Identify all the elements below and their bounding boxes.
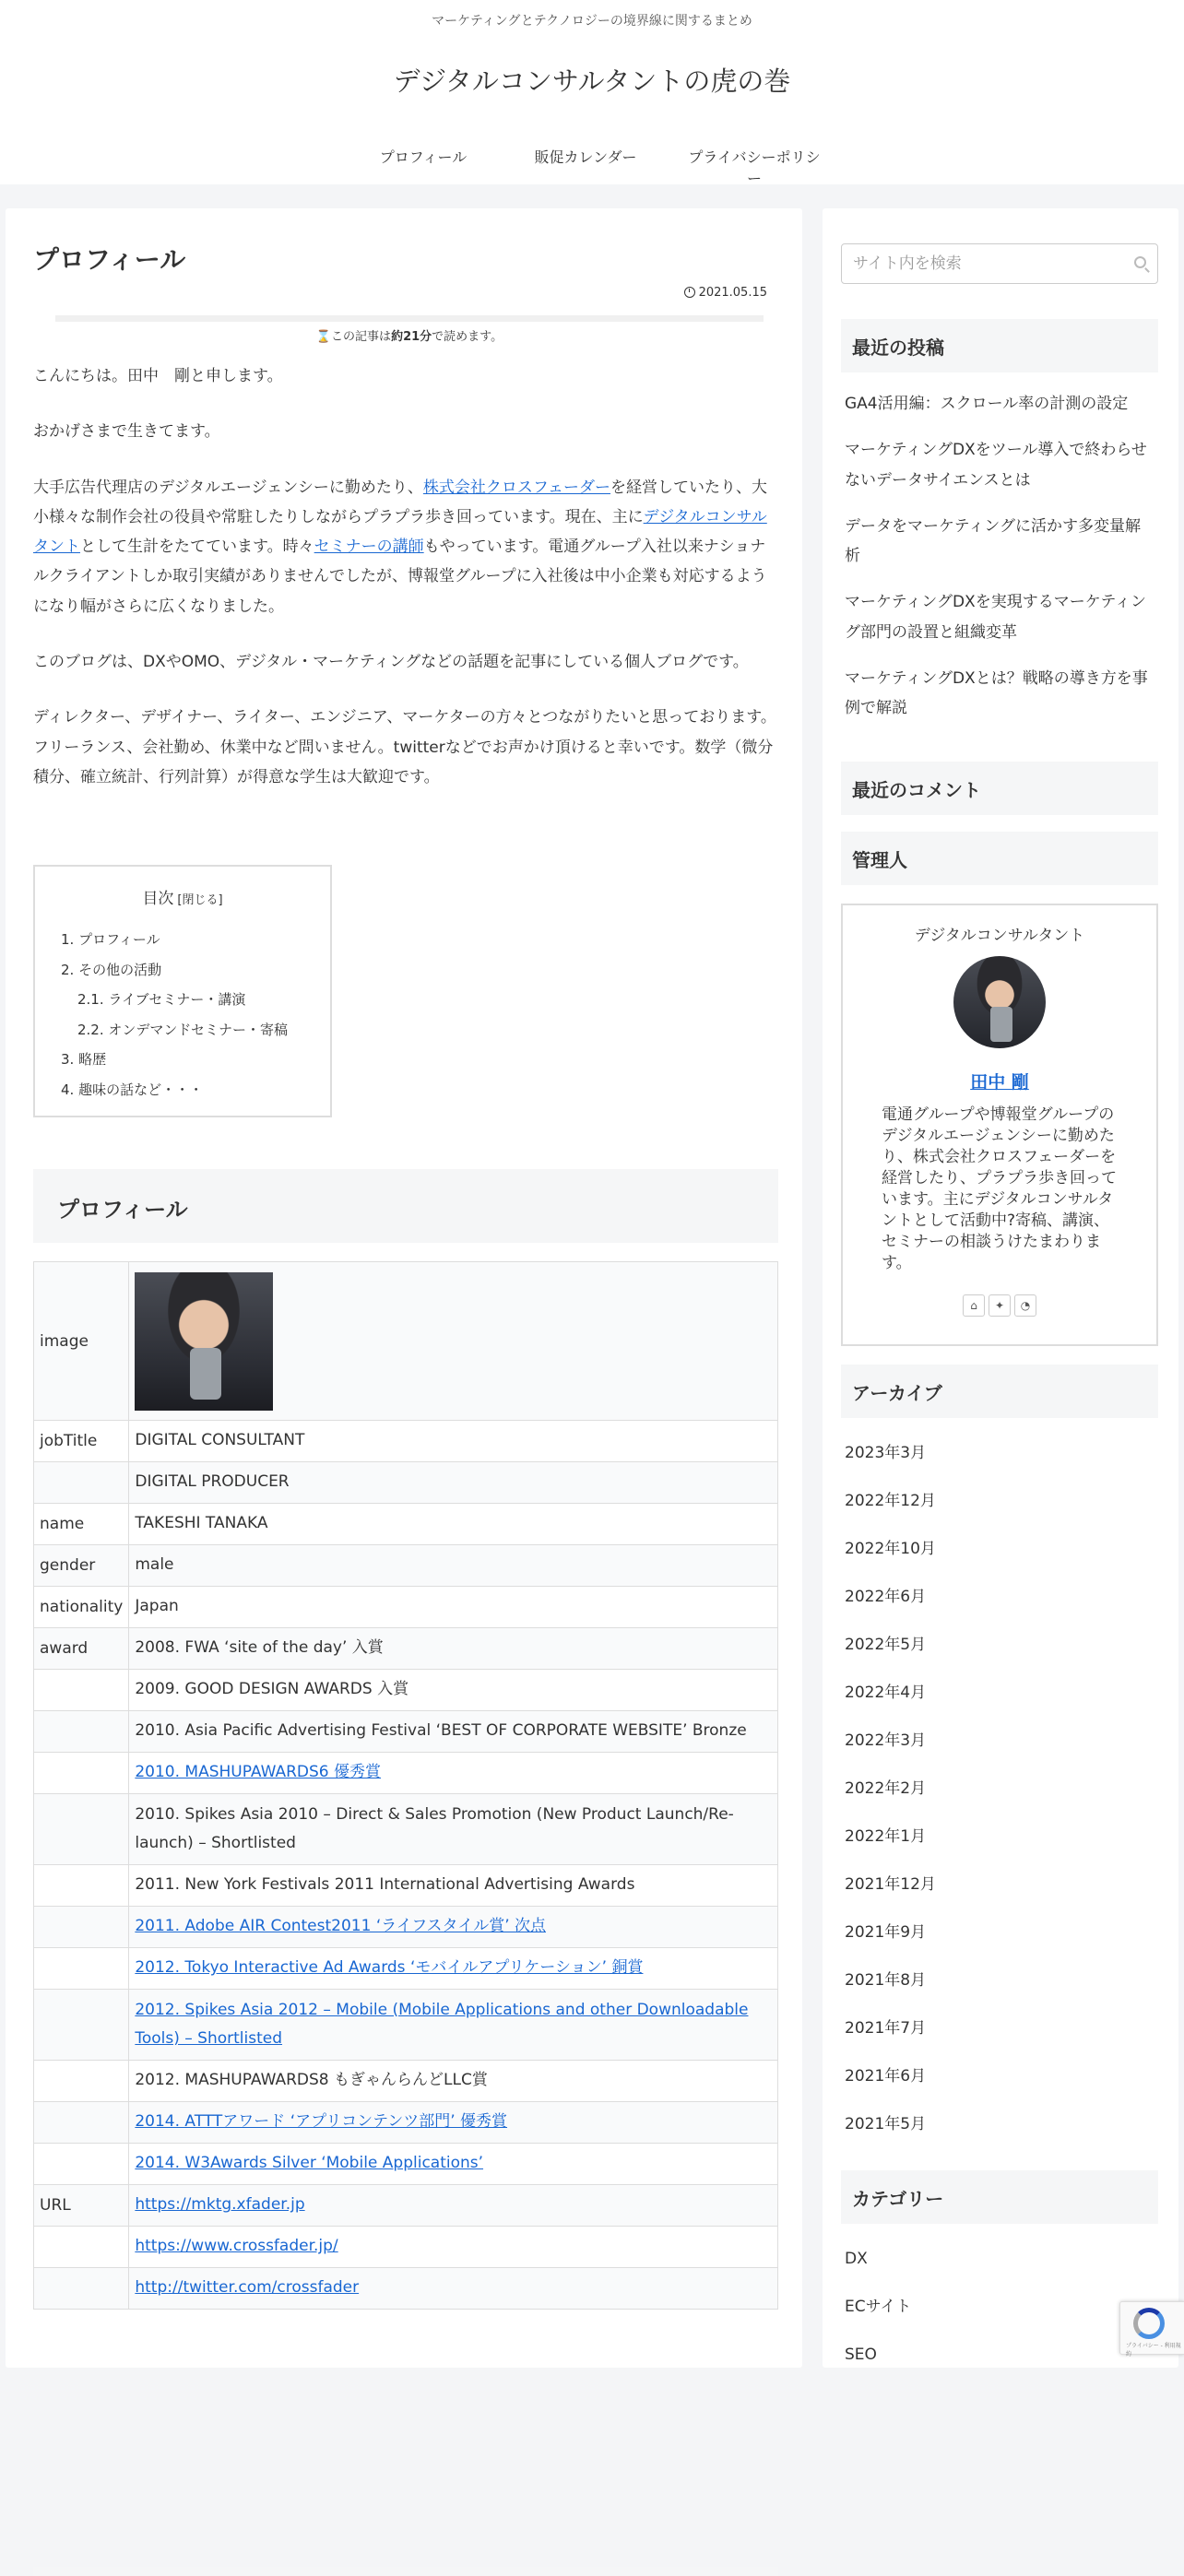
archive-link[interactable]: 2022年5月 (845, 1636, 927, 1654)
avatar (953, 956, 1046, 1048)
archive-link[interactable]: 2021年6月 (845, 2067, 927, 2086)
paragraph-greeting: こんにちは。田中 剛と申します。 (33, 367, 283, 385)
award-or-url-link[interactable]: 2014. W3Awards Silver ‘Mobile Applications’ (135, 2154, 484, 2173)
table-row (34, 1907, 778, 1948)
table-key-cell (34, 1711, 129, 1753)
archive-link[interactable]: 2021年7月 (845, 2019, 927, 2038)
table-row (34, 1587, 778, 1628)
site-title[interactable]: デジタルコンサルタントの虎の巻 (393, 65, 791, 97)
table-row (34, 2268, 778, 2310)
table-key-cell (34, 1907, 129, 1948)
award-or-url-link[interactable]: 2012. Tokyo Interactive Ad Awards ‘モバイルアプリケーション’ 銅賞 (135, 1958, 644, 1978)
table-key-cell: gender (34, 1545, 129, 1587)
recent-post-link[interactable]: データをマーケティングに活かす多変量解析 (845, 516, 1141, 566)
table-value-cell (129, 2102, 778, 2144)
widget-title-category: カテゴリー (841, 2170, 1158, 2224)
category-link[interactable]: SEO (845, 2346, 877, 2364)
author-box (841, 904, 1158, 1346)
nav-item-calendar[interactable]: 販促カレンダー (534, 148, 637, 166)
recent-post-link[interactable]: GA4活用編：スクロール率の計測の設定 (845, 395, 1129, 413)
table-key-cell: URL (34, 2185, 129, 2227)
table-row (34, 1504, 778, 1545)
archive-link[interactable]: 2023年3月 (845, 1444, 927, 1462)
main-content (6, 208, 802, 2368)
archive-link[interactable]: 2021年9月 (845, 1923, 927, 1942)
table-row (34, 1670, 778, 1711)
paragraph-career (33, 473, 778, 621)
award-or-url-link[interactable]: 2012. Spikes Asia 2012 – Mobile (Mobile Applications and other Downloadable Tools) – Shortlisted (135, 2000, 749, 2048)
table-value-text: DIGITAL PRODUCER (135, 1472, 290, 1492)
table-key-cell (34, 2227, 129, 2268)
table-value-cell (129, 1504, 778, 1545)
career-text-c: として生計をたてています。時々 (80, 538, 314, 557)
widget-title-admin: 管理人 (841, 832, 1158, 885)
section-heading-profile: プロフィール (33, 1169, 778, 1243)
table-value-cell (129, 1587, 778, 1628)
archive-link[interactable]: 2021年8月 (845, 1971, 927, 1990)
clock-icon (684, 287, 695, 298)
category-list (845, 2244, 1154, 2388)
table-key-cell: nationality (34, 1587, 129, 1628)
rss-icon[interactable]: ◔ (1014, 1294, 1036, 1317)
next-section-heading (33, 2567, 778, 2576)
search-input[interactable] (842, 244, 1157, 283)
toc-title: 目次 (142, 890, 174, 908)
table-value-text: Japan (135, 1597, 179, 1616)
archive-list (845, 1438, 1154, 2157)
table-row (34, 2185, 778, 2227)
search-icon[interactable] (1134, 256, 1146, 268)
award-or-url-link[interactable]: https://mktg.xfader.jp (135, 2195, 305, 2215)
table-row (34, 1948, 778, 1990)
table-row (34, 1753, 778, 1794)
table-row (34, 1421, 778, 1462)
table-value-cell (129, 2144, 778, 2185)
global-nav (0, 146, 1184, 188)
table-value-text: 2009. GOOD DESIGN AWARDS 入賞 (135, 1680, 409, 1699)
table-value-cell (129, 1262, 778, 1421)
table-value-text: DIGITAL CONSULTANT (135, 1431, 305, 1450)
twitter-icon[interactable]: ✦ (989, 1294, 1011, 1317)
table-value-cell (129, 2185, 778, 2227)
author-social-icons (843, 1294, 1156, 1317)
link-crossfader[interactable]: 株式会社クロスフェーダー (422, 478, 611, 497)
table-key-cell: award (34, 1628, 129, 1670)
hourglass-icon: ⌛ (315, 330, 332, 344)
paragraph-alive: おかげさまで生きてます。 (33, 422, 220, 442)
table-row (34, 1462, 778, 1504)
toc-item[interactable]: 4. 趣味の話など・・・ (61, 1081, 204, 1098)
recent-post-link[interactable]: マーケティングDXとは？戦略の導き方を事例で解説 (845, 669, 1148, 718)
table-key-cell (34, 1990, 129, 2061)
toc-item[interactable]: 2.1. ライブセミナー・講演 (77, 991, 246, 1008)
widget-title-archive: アーカイブ (841, 1365, 1158, 1418)
table-value-cell (129, 1907, 778, 1948)
toc-list (61, 925, 304, 1105)
table-row (34, 2102, 778, 2144)
paragraph-blog: このブログは、DXやOMO、デジタル・マーケティングなどの話題を記事にしている個人ブログです。 (33, 653, 749, 672)
table-key-cell: image (34, 1262, 129, 1421)
archive-link[interactable]: 2021年12月 (845, 1875, 936, 1894)
career-text-a: 大手広告代理店のデジタルエージェンシーに勤めたり、 (33, 478, 423, 497)
toc-item[interactable]: 2.2. オンデマンドセミナー・寄稿 (77, 1021, 288, 1038)
link-seminar[interactable]: セミナーの講師 (314, 538, 424, 557)
table-key-cell (34, 1670, 129, 1711)
table-row (34, 2061, 778, 2102)
table-of-contents (33, 865, 332, 1117)
post-date-text: 2021.05.15 (698, 286, 767, 300)
page-title: プロフィール (33, 244, 186, 275)
profile-photo (135, 1272, 273, 1411)
table-key-cell (34, 1794, 129, 1865)
table-value-cell (129, 2227, 778, 2268)
site-tagline: マーケティングとテクノロジーの境界線に関するまとめ (432, 14, 752, 29)
table-key-cell (34, 2144, 129, 2185)
table-key-cell: name (34, 1504, 129, 1545)
table-value-text: 2011. New York Festivals 2011 International Advertising Awards (135, 1875, 635, 1895)
table-key-cell (34, 1948, 129, 1990)
recaptcha-text: プライバシー - 利用規約 (1126, 2343, 1181, 2357)
table-value-text: 2008. FWA ‘site of the day’ 入賞 (135, 1638, 384, 1658)
profile-table (33, 1261, 778, 2310)
toc-toggle-button[interactable]: [閉じる] (177, 893, 223, 907)
table-key-cell (34, 2102, 129, 2144)
award-or-url-link[interactable]: 2010. MASHUPAWARDS6 優秀賞 (135, 1763, 382, 1782)
table-key-cell (34, 2061, 129, 2102)
table-value-cell (129, 2061, 778, 2102)
archive-link[interactable]: 2022年12月 (845, 1492, 936, 1510)
archive-link[interactable]: 2022年2月 (845, 1779, 927, 1798)
table-value-text: 2010. Asia Pacific Advertising Festival ‘BEST OF CORPORATE WEBSITE’ Bronze (135, 1721, 747, 1741)
paragraph-recruit: ディレクター、デザイナー、ライター、エンジニア、マーケターの方々とつながりたいと思っております。フリーランス、会社勤め、休業中など問いません。twitterなどでお声かけ頂けると幸いです。数学（微分積分、確立統計、行列計算）が得意な学生は大歓迎です。 (33, 708, 776, 786)
recaptcha-badge[interactable] (1119, 2301, 1184, 2355)
table-value-cell (129, 1794, 778, 1865)
table-value-cell (129, 1753, 778, 1794)
award-or-url-link[interactable]: https://www.crossfader.jp/ (135, 2237, 338, 2256)
table-key-cell (34, 1462, 129, 1504)
table-value-cell (129, 1545, 778, 1587)
table-value-text: TAKESHI TANAKA (135, 1514, 268, 1533)
toc-item[interactable]: 1. プロフィール (61, 931, 160, 948)
author-name-link[interactable]: 田中 剛 (970, 1072, 1029, 1093)
archive-link[interactable]: 2021年5月 (845, 2115, 927, 2133)
table-value-cell (129, 1948, 778, 1990)
table-key-cell: jobTitle (34, 1421, 129, 1462)
table-value-cell (129, 1462, 778, 1504)
table-row (34, 1545, 778, 1587)
recent-post-link[interactable]: マーケティングDXをツール導入で終わらせないデータサイエンスとは (845, 441, 1147, 490)
site-header (0, 0, 1184, 187)
table-value-cell (129, 2268, 778, 2310)
table-value-text: male (135, 1555, 174, 1575)
search-box (841, 243, 1158, 284)
archive-link[interactable]: 2022年1月 (845, 1827, 927, 1846)
toc-header (61, 885, 304, 908)
recent-posts (845, 389, 1154, 740)
toc-item[interactable]: 3. 略歴 (61, 1051, 107, 1068)
category-link[interactable]: ECサイト (845, 2298, 912, 2316)
table-value-cell (129, 1865, 778, 1907)
post-date (684, 286, 767, 300)
table-key-cell (34, 1865, 129, 1907)
author-description: 電通グループや博報堂グループのデジタルエージェンシーに勤めたり、株式会社クロスフェーダーを経営したり、プラプラ歩き回っています。主にデジタルコンサルタントとして活動中?寄稿、講演、セミナーの相談うけたまわります。 (882, 1105, 1117, 1272)
award-or-url-link[interactable]: 2014. ATTTアワード ‘アプリコンテンツ部門’ 優秀賞 (135, 2112, 508, 2132)
award-or-url-link[interactable]: http://twitter.com/crossfader (135, 2278, 360, 2298)
archive-link[interactable]: 2022年4月 (845, 1684, 927, 1702)
archive-link[interactable]: 2022年3月 (845, 1731, 927, 1750)
career-text-b: を経営していたり、大小様々な制作会社の役員や常駐したりしながらプラプラ歩き回っています。現在、主に (33, 478, 768, 526)
recent-post-link[interactable]: マーケティングDXを実現するマーケティング部門の設置と組織変革 (845, 593, 1146, 642)
career-text-d: もやっています。電通グループ入社以来ナショナルクライアントしか取引実績がありませんでしたが、博報堂グループに入社後は中小企業も対応するようになり幅がさらに広くなりました。 (33, 538, 767, 616)
archive-link[interactable]: 2022年10月 (845, 1540, 936, 1558)
author-label: デジタルコンサルタント (914, 927, 1085, 945)
table-value-cell (129, 1670, 778, 1711)
home-icon[interactable]: ⌂ (963, 1294, 985, 1317)
table-value-text: 2012. MASHUPAWARDS8 もぎゃんらんどLLC賞 (135, 2071, 488, 2090)
recaptcha-icon (1133, 2308, 1165, 2339)
award-or-url-link[interactable]: 2011. Adobe AIR Contest2011 ‘ライフスタイル賞’ 次点 (135, 1917, 546, 1936)
toc-item[interactable]: 2. その他の活動 (61, 961, 162, 978)
archive-link[interactable]: 2022年6月 (845, 1588, 927, 1606)
entry-body (33, 361, 778, 818)
table-value-cell (129, 1628, 778, 1670)
category-link[interactable]: DX (845, 2250, 868, 2268)
table-value-cell (129, 1990, 778, 2061)
table-row (34, 1865, 778, 1907)
table-row (34, 2144, 778, 2185)
read-suffix: で読めます。 (432, 330, 503, 344)
nav-item-privacy[interactable]: プライバシーポリシー (688, 148, 821, 187)
widget-title-comments: 最近のコメント (841, 762, 1158, 815)
link-digital-consultant[interactable]: デジタルコンサルタント (33, 507, 767, 557)
reading-time (55, 315, 764, 343)
sidebar (823, 208, 1178, 2368)
table-row (34, 1711, 778, 1753)
table-row (34, 1794, 778, 1865)
table-value-text: 2010. Spikes Asia 2010 – Direct & Sales Promotion (New Product Launch/Re-launch) – Shortlisted (135, 1804, 734, 1852)
table-row (34, 1262, 778, 1421)
read-time-value: 約21分 (391, 330, 432, 344)
table-row (34, 1628, 778, 1670)
table-key-cell (34, 1753, 129, 1794)
table-key-cell (34, 2268, 129, 2310)
table-value-cell (129, 1711, 778, 1753)
widget-title-recent: 最近の投稿 (841, 319, 1158, 372)
table-row (34, 2227, 778, 2268)
table-value-cell (129, 1421, 778, 1462)
nav-item-profile[interactable]: プロフィール (379, 148, 468, 166)
read-prefix: この記事は (331, 330, 392, 344)
table-row (34, 1990, 778, 2061)
